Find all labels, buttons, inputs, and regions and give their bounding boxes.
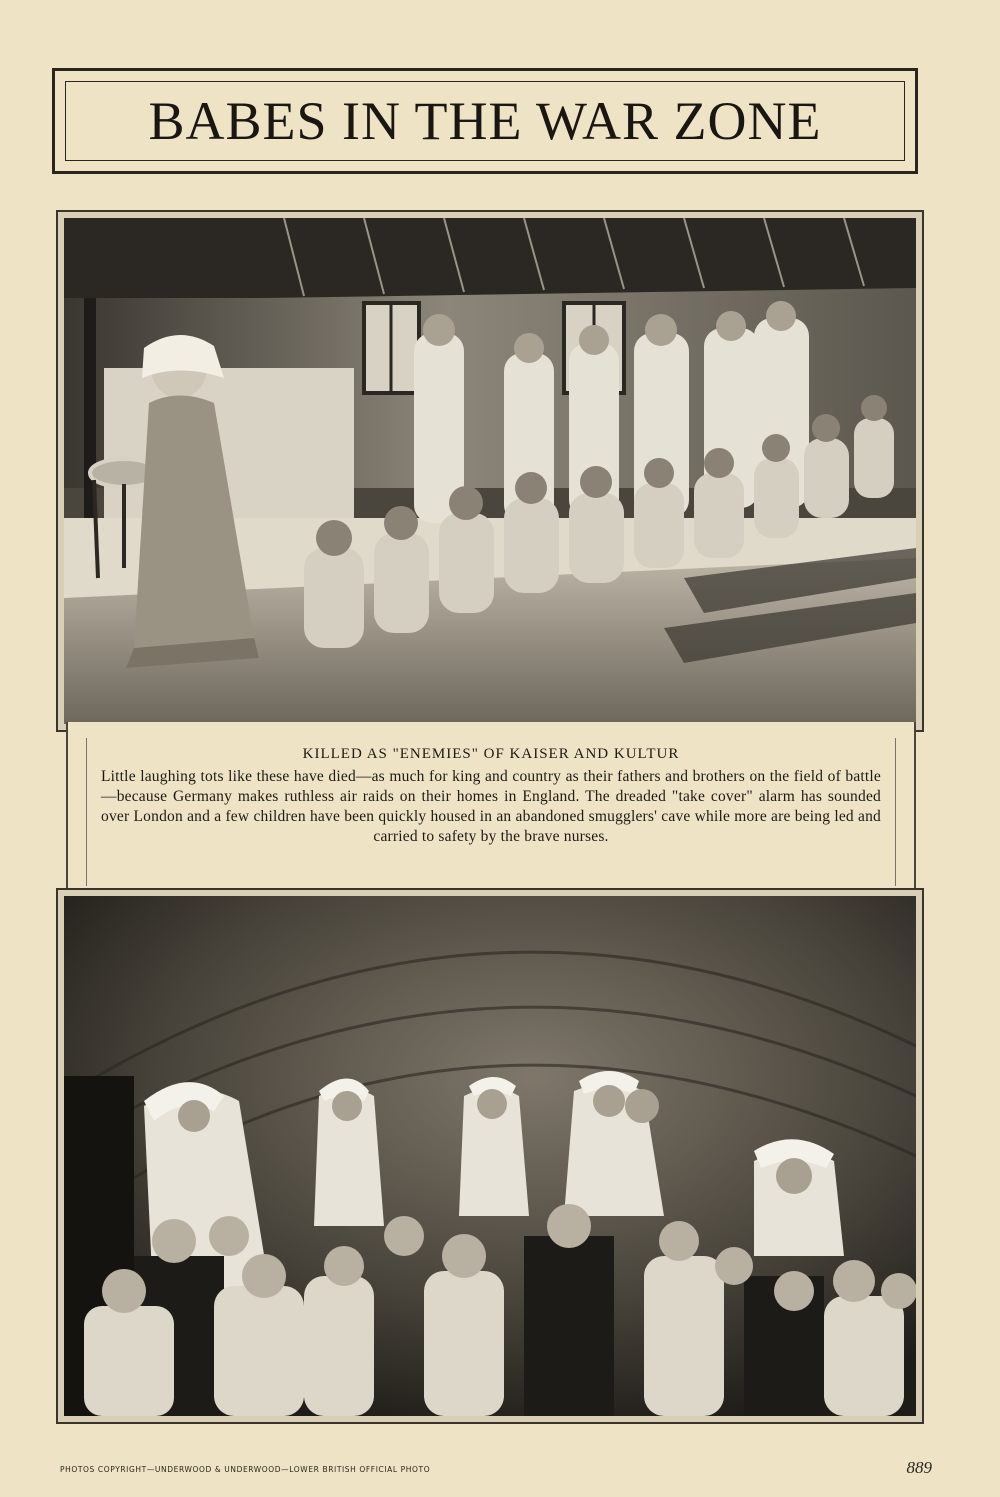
caption-inner-frame bbox=[86, 738, 896, 886]
children-in-cave-photo bbox=[64, 896, 916, 1416]
nurses-leading-children-photo bbox=[64, 218, 916, 724]
bottom-photo-frame bbox=[56, 888, 924, 1424]
nurses-leading-children-illustration bbox=[64, 218, 916, 724]
page-number: 889 bbox=[906, 1458, 932, 1477]
title-frame bbox=[52, 68, 918, 174]
page-title: BABES IN THE WAR ZONE bbox=[148, 91, 822, 151]
title-inner-frame bbox=[65, 81, 905, 161]
caption-body: Little laughing tots like these have died—as much for king and country as their fathers and brothers on the field of battle—because Germany makes ruthless air raids on their homes in England. The dreaded "take cover" alarm has sounded over London and a few children have been quickly housed in an abandoned smugglers' cave while more are being led and carried to safety by the brave nurses. bbox=[101, 768, 881, 845]
caption-frame bbox=[66, 722, 916, 898]
photo-credit: PHOTOS COPYRIGHT—UNDERWOOD & UNDERWOOD—LOWER BRITISH OFFICIAL PHOTO bbox=[60, 1465, 431, 1474]
children-in-cave-illustration bbox=[64, 896, 916, 1416]
caption-heading: KILLED AS "ENEMIES" OF KAISER AND KULTUR bbox=[302, 746, 680, 762]
top-photo-frame bbox=[56, 210, 924, 732]
